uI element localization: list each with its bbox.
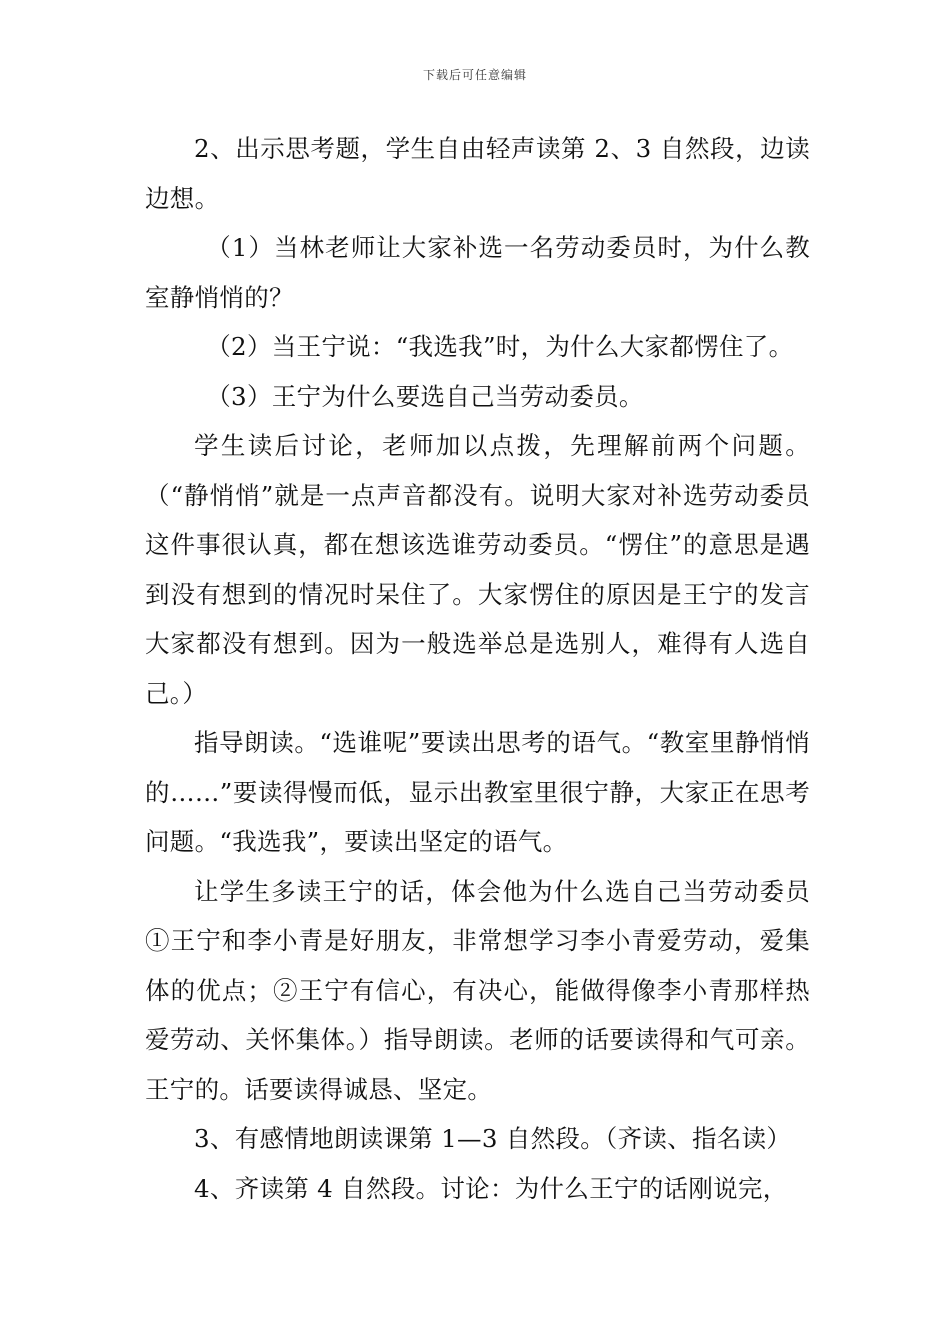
document-body	[145, 124, 810, 1213]
paragraph-step-2: 2、出示思考题，学生自由轻声读第 2、3 自然段，边读边想。	[145, 134, 810, 213]
paragraph-wangning-words: 让学生多读王宁的话，体会他为什么选自己当劳动委员①王宁和李小青是好朋友，非常想学习李小青爱劳动，爱集体的优点；②王宁有信心，有决心，能做得像李小青那样热爱劳动、关怀集体。）指导朗读。老师的话要读得和气可亲。王宁的。话要读得诚恳、坚定。	[145, 876, 810, 1104]
paragraph-question-2: （2）当王宁说：“我选我”时，为什么大家都愣住了。	[206, 332, 794, 361]
paragraph-question-1: （1）当林老师让大家补选一名劳动委员时，为什么教室静悄悄的？	[145, 233, 810, 312]
page-header: 下载后可任意编辑	[422, 68, 527, 82]
paragraph-step-4: 4、齐读第 4 自然段。讨论：为什么王宁的话刚说完，	[194, 1173, 788, 1203]
paragraph-discussion: 学生读后讨论，老师加以点拨，先理解前两个问题。（“静悄悄”就是一点声音都没有。说明大家对补选劳动委员这件事很认真，都在想该选谁劳动委员。“愣住”的意思是遇到没有想到的情况时呆住了。大家愣住的原因是王宁的发言大家都没有想到。因为一般选举总是选别人，难得有人选自己。）	[145, 431, 810, 708]
paragraph-question-3: （3）王宁为什么要选自己当劳动委员。	[206, 381, 644, 411]
paragraph-reading-guidance: 指导朗读。“选谁呢”要读出思考的语气。“教室里静悄悄的……”要读得慢而低，显示出教室里很宁静，大家正在思考问题。“我选我”，要读出坚定的语气。	[145, 728, 810, 856]
paragraph-step-3: 3、有感情地朗读课第 1—3 自然段。（齐读、指名读）	[194, 1124, 792, 1153]
